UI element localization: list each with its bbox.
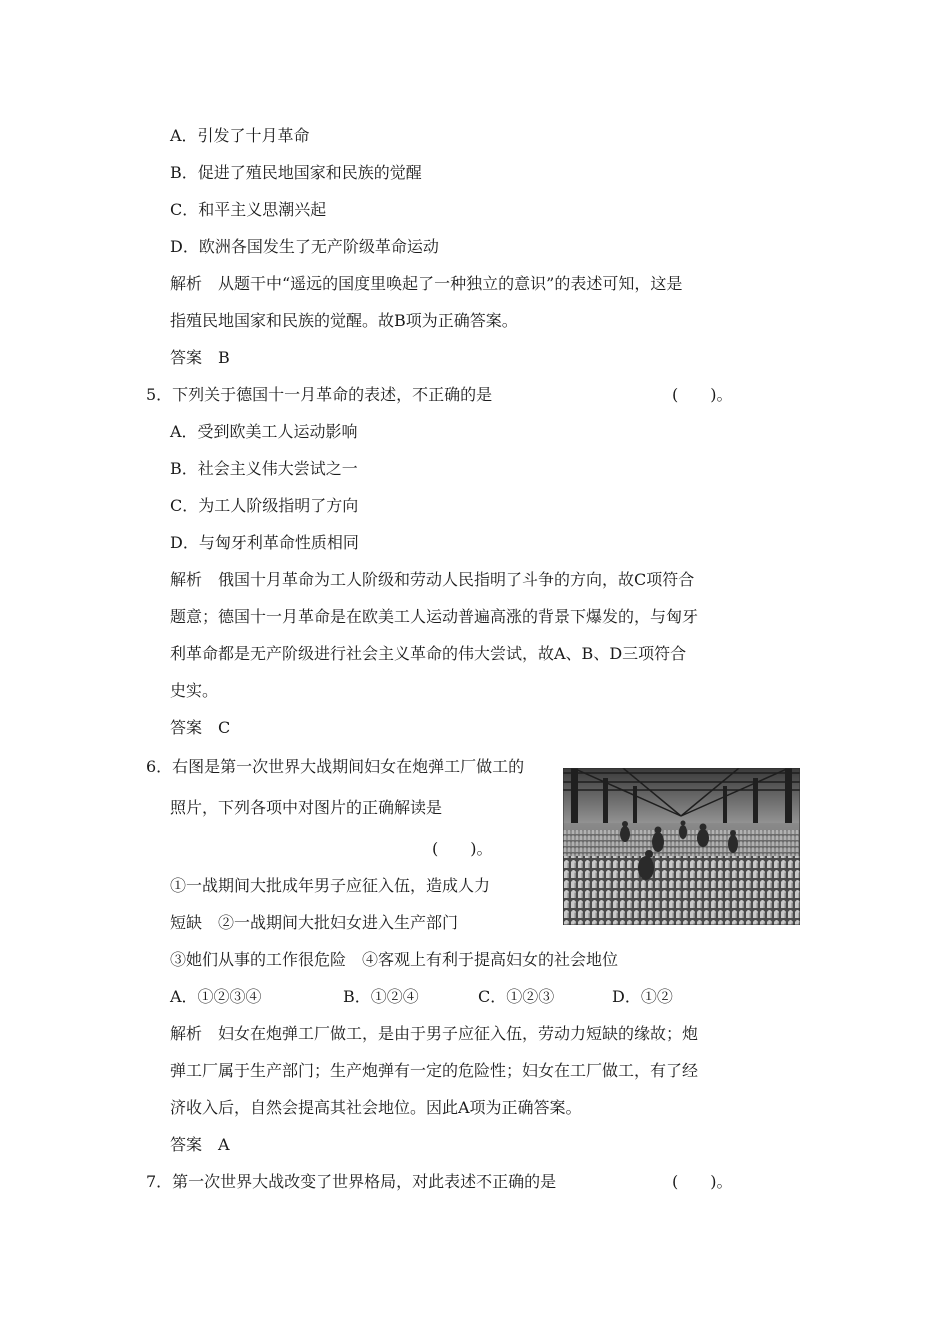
q6-statement-line: 短缺 ②一战期间大批妇女进入生产部门 (170, 913, 459, 932)
q4-answer: 答案 B (170, 348, 230, 367)
q4-option-a: A．引发了十月革命 (170, 126, 310, 145)
q6-analysis-line: 济收入后，自然会提高其社会地位。因此A项为正确答案。 (170, 1098, 582, 1117)
q5-analysis-line: 解析 俄国十月革命为工人阶级和劳动人民指明了斗争的方向，故C项符合 (170, 570, 695, 589)
q6-statement-line: ③她们从事的工作很危险 ④客观上有利于提高妇女的社会地位 (170, 950, 619, 969)
q7-answer-bracket: ( )。 (672, 1172, 733, 1191)
q4-analysis-line: 解析 从题干中“遥远的国度里唤起了一种独立的意识”的表述可知，这是 (170, 274, 683, 293)
shell-factory-photo (563, 768, 800, 925)
q4-option-b: B．促进了殖民地国家和民族的觉醒 (170, 163, 422, 182)
q6-analysis-line: 弹工厂属于生产部门；生产炮弹有一定的危险性；妇女在工厂做工，有了经 (170, 1061, 699, 1080)
q6-stem-line: 6．右图是第一次世界大战期间妇女在炮弹工厂做工的 (146, 757, 525, 776)
q5-option-d: D．与匈牙利革命性质相同 (170, 533, 359, 552)
q6-answer: 答案 A (170, 1135, 230, 1154)
q4-option-d: D．欧洲各国发生了无产阶级革命运动 (170, 237, 439, 256)
q5-stem: 5．下列关于德国十一月革命的表述，不正确的是 (146, 385, 493, 404)
q5-option-a: A．受到欧美工人运动影响 (170, 422, 358, 441)
q5-analysis-line: 史实。 (170, 681, 219, 700)
q6-analysis-line: 解析 妇女在炮弹工厂做工，是由于男子应征入伍，劳动力短缺的缘故；炮 (170, 1024, 699, 1043)
q6-option-d: D．①② (612, 987, 673, 1006)
q6-stem-line: 照片，下列各项中对图片的正确解读是 (170, 798, 443, 817)
q4-analysis-line: 指殖民地国家和民族的觉醒。故B项为正确答案。 (170, 311, 518, 330)
q6-statement-line: ①一战期间大批成年男子应征入伍，造成人力 (170, 876, 491, 895)
q5-option-b: B．社会主义伟大尝试之一 (170, 459, 358, 478)
q5-option-c: C．为工人阶级指明了方向 (170, 496, 359, 515)
q5-analysis-line: 利革命都是无产阶级进行社会主义革命的伟大尝试，故A、B、D三项符合 (170, 644, 687, 663)
q5-analysis-line: 题意；德国十一月革命是在欧美工人运动普遍高涨的背景下爆发的，与匈牙 (170, 607, 699, 626)
q6-answer-bracket: ( )。 (432, 839, 493, 858)
q6-option-c: C．①②③ (478, 987, 555, 1006)
q6-option-b: B．①②④ (343, 987, 419, 1006)
q5-answer: 答案 C (170, 718, 231, 737)
q4-option-c: C．和平主义思潮兴起 (170, 200, 327, 219)
q6-option-a: A．①②③④ (170, 987, 262, 1006)
q7-stem: 7．第一次世界大战改变了世界格局，对此表述不正确的是 (146, 1172, 557, 1191)
q5-answer-bracket: ( )。 (672, 385, 733, 404)
